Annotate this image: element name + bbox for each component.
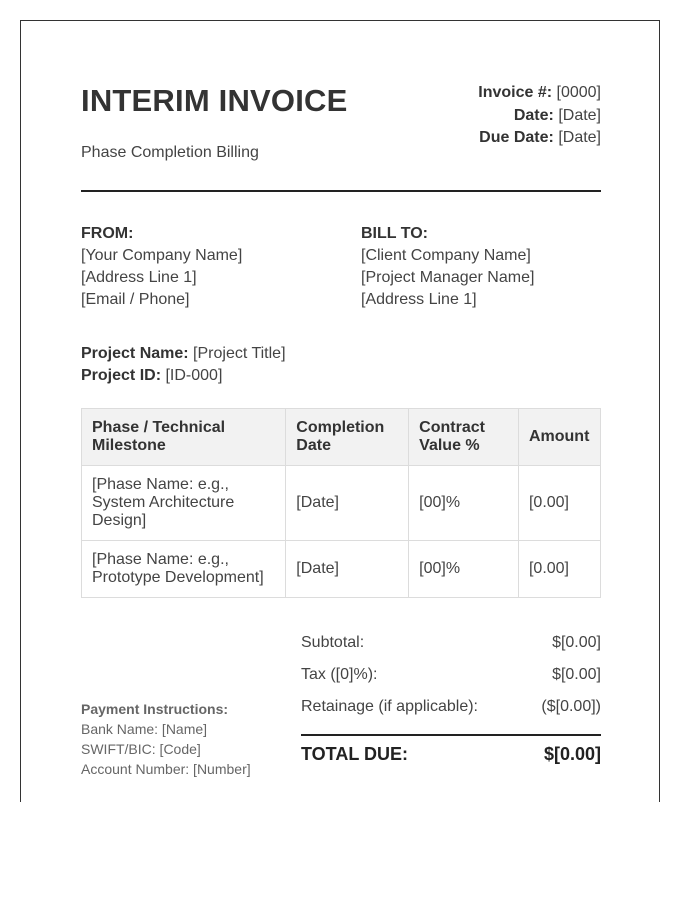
from-company: [Your Company Name] bbox=[81, 247, 243, 264]
retainage-label: Retainage (if applicable): bbox=[301, 698, 478, 715]
subtotal-label: Subtotal: bbox=[301, 634, 365, 651]
invoice-title: INTERIM INVOICE bbox=[81, 83, 348, 118]
project-info bbox=[81, 343, 286, 387]
phase-text-line: [Phase Name: e.g., bbox=[92, 551, 229, 568]
invoice-due-date-row bbox=[478, 127, 601, 150]
column-header-value-line: Contract bbox=[419, 419, 485, 436]
payment-heading: Payment Instructions: bbox=[81, 701, 229, 717]
bill-to-address: [Address Line 1] bbox=[361, 291, 477, 308]
payment-instructions bbox=[81, 699, 251, 779]
column-header-phase bbox=[82, 409, 286, 466]
invoice-page bbox=[20, 20, 660, 802]
invoice-number-label: Invoice #: bbox=[478, 84, 553, 101]
invoice-number-value: [0000] bbox=[556, 84, 601, 101]
table-row bbox=[82, 541, 601, 598]
column-header-phase-line: Phase / Technical bbox=[92, 419, 226, 436]
milestone-table bbox=[81, 408, 601, 598]
total-due-row bbox=[301, 742, 601, 766]
column-header-date-line: Completion bbox=[296, 419, 385, 436]
phase-text-line: [Phase Name: e.g., bbox=[92, 476, 229, 493]
invoice-due-date-value: [Date] bbox=[558, 129, 601, 146]
phase-cell bbox=[82, 541, 286, 598]
retainage-row bbox=[301, 691, 601, 723]
contract-value-cell: [00]% bbox=[409, 466, 519, 541]
from-address: [Address Line 1] bbox=[81, 269, 197, 286]
table-row bbox=[82, 466, 601, 541]
column-header-phase-line: Milestone bbox=[92, 437, 166, 454]
invoice-date-row bbox=[478, 105, 601, 128]
phase-text-line: Design] bbox=[92, 512, 147, 529]
project-id-value: [ID-000] bbox=[165, 367, 223, 384]
totals-block bbox=[301, 627, 601, 766]
column-header-contract-value bbox=[409, 409, 519, 466]
invoice-date-label: Date: bbox=[513, 106, 554, 124]
project-name-row bbox=[81, 343, 286, 365]
invoice-number-row bbox=[478, 82, 601, 105]
bill-to-block bbox=[361, 223, 534, 311]
table-header-row bbox=[82, 409, 601, 466]
column-header-amount bbox=[518, 409, 600, 466]
column-header-amount-line: Amount bbox=[528, 428, 590, 445]
bill-to-heading: BILL TO: bbox=[361, 225, 428, 242]
invoice-date-value: [Date] bbox=[558, 106, 601, 124]
retainage-value: ($[0.00]) bbox=[541, 698, 601, 715]
phase-text-line: System Architecture bbox=[92, 494, 235, 511]
invoice-due-date-label: Due Date: bbox=[479, 129, 554, 146]
subtotal-row bbox=[301, 627, 601, 659]
amount-cell: [0.00] bbox=[518, 466, 600, 541]
subtotal-value: $[0.00] bbox=[552, 634, 601, 651]
payment-swift: SWIFT/BIC: [Code] bbox=[81, 741, 201, 757]
phase-cell bbox=[82, 466, 286, 541]
completion-date-cell: [Date] bbox=[286, 466, 409, 541]
column-header-date-line: Date bbox=[296, 437, 331, 454]
project-name-label: Project Name: bbox=[81, 345, 189, 362]
tax-row bbox=[301, 659, 601, 691]
tax-label: Tax ([0]%): bbox=[301, 666, 378, 683]
from-contact: [Email / Phone] bbox=[81, 291, 190, 308]
column-header-value-line: Value % bbox=[419, 437, 480, 454]
completion-date-cell: [Date] bbox=[286, 541, 409, 598]
phase-text-line: Prototype Development] bbox=[92, 569, 264, 586]
header-divider bbox=[81, 190, 601, 192]
bill-to-manager: [Project Manager Name] bbox=[361, 269, 535, 286]
from-block bbox=[81, 223, 242, 311]
total-due-label: TOTAL DUE: bbox=[301, 744, 408, 764]
from-heading: FROM: bbox=[81, 225, 134, 242]
project-id-row bbox=[81, 365, 286, 387]
invoice-subtitle: Phase Completion Billing bbox=[81, 144, 259, 161]
total-due-value: $[0.00] bbox=[543, 744, 601, 764]
invoice-meta bbox=[478, 82, 601, 150]
project-id-label: Project ID: bbox=[81, 367, 162, 384]
project-name-value: [Project Title] bbox=[193, 345, 286, 362]
bill-to-company: [Client Company Name] bbox=[361, 247, 531, 264]
column-header-completion-date bbox=[286, 409, 409, 466]
tax-value: $[0.00] bbox=[552, 666, 601, 683]
amount-cell: [0.00] bbox=[518, 541, 600, 598]
payment-bank-name: Bank Name: [Name] bbox=[81, 721, 208, 737]
payment-account-number: Account Number: [Number] bbox=[81, 761, 251, 777]
contract-value-cell: [00]% bbox=[409, 541, 519, 598]
total-divider bbox=[301, 734, 601, 736]
